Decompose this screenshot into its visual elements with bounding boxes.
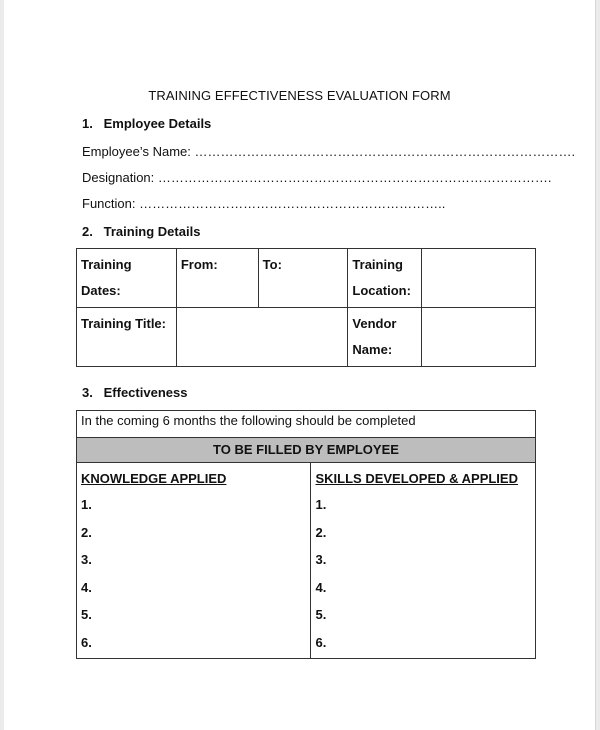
- skills-developed-header: SKILLS DEVELOPED & APPLIED: [315, 471, 518, 486]
- section-title: Training Details: [103, 224, 201, 239]
- list-item: 5.: [81, 607, 92, 622]
- document-page: [4, 0, 596, 730]
- section-heading-effectiveness: [82, 385, 187, 400]
- effectiveness-intro: In the coming 6 months the following should be completed: [77, 411, 536, 438]
- list-item: 6.: [81, 634, 92, 650]
- section-title: Effectiveness: [103, 385, 188, 400]
- section-heading-employee-details: [82, 116, 211, 131]
- list-item: 6.: [315, 634, 327, 650]
- section-number: 2.: [82, 224, 93, 239]
- list-item: 5.: [315, 607, 327, 622]
- form-title: TRAINING EFFECTIVENESS EVALUATION FORM: [148, 88, 451, 103]
- list-item: 1.: [315, 497, 327, 512]
- knowledge-applied-header: KNOWLEDGE APPLIED: [81, 471, 227, 486]
- employee-banner: TO BE FILLED BY EMPLOYEE: [77, 438, 536, 463]
- function-field: Function: ……………………………………………………………..: [82, 196, 446, 211]
- effectiveness-table: [76, 410, 536, 659]
- list-item: 3.: [81, 552, 92, 567]
- training-details-table: [76, 248, 536, 367]
- training-dates-label: Training Dates:: [77, 249, 177, 308]
- list-item: 2.: [81, 524, 92, 540]
- list-item: 1.: [81, 497, 92, 512]
- list-item: 4.: [315, 579, 327, 595]
- training-location-value: [422, 249, 536, 308]
- training-title-label: Training Title:: [77, 308, 177, 367]
- table-row: [77, 249, 536, 308]
- section-heading-training-details: [82, 224, 200, 239]
- vendor-name-value: [422, 308, 536, 367]
- to-label: To:: [258, 249, 348, 308]
- training-title-value: [176, 308, 348, 367]
- list-item: 2.: [315, 524, 327, 540]
- skills-column: [311, 463, 536, 659]
- section-number: 1.: [82, 116, 93, 131]
- knowledge-column: [77, 463, 311, 659]
- training-location-label: Training Location:: [348, 249, 422, 308]
- knowledge-list: [81, 491, 306, 656]
- table-row: [77, 308, 536, 367]
- list-item: 4.: [81, 579, 92, 595]
- table-row: [77, 411, 536, 438]
- skills-list: [315, 491, 531, 656]
- employee-name-field: Employee’s Name: …………………………………………………………………………….: [82, 144, 576, 159]
- table-row: [77, 463, 536, 659]
- designation-field: Designation: ……………………………………………………………………………….: [82, 170, 552, 185]
- table-row: [77, 438, 536, 463]
- list-item: 3.: [315, 552, 327, 567]
- section-number: 3.: [82, 385, 93, 400]
- section-title: Employee Details: [103, 116, 212, 131]
- from-label: From:: [176, 249, 258, 308]
- vendor-name-label: Vendor Name:: [348, 308, 422, 367]
